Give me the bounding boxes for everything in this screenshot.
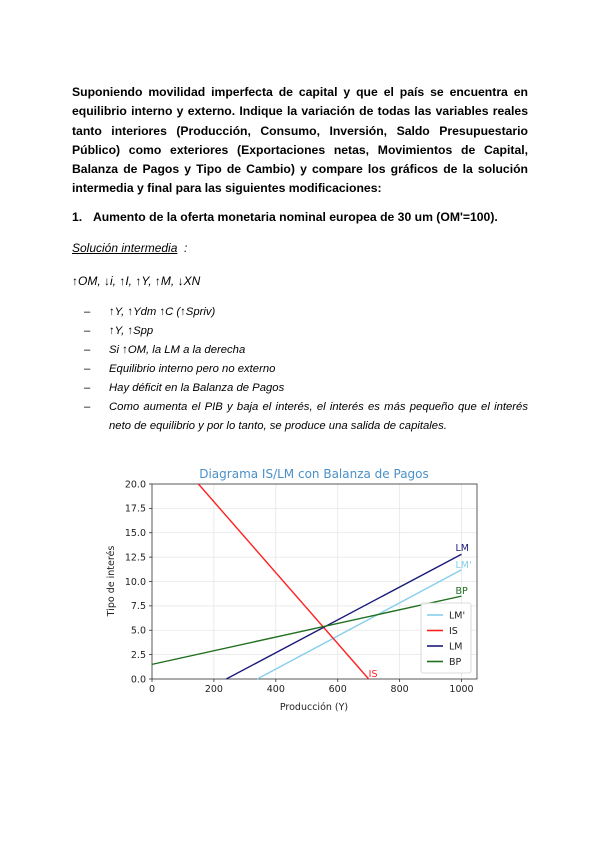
solution-summary: ↑OM, ↓i, ↑I, ↑Y, ↑M, ↓XN bbox=[72, 274, 201, 288]
x-tick-label: 1000 bbox=[449, 684, 474, 695]
x-axis-label: Producción (Y) bbox=[279, 702, 349, 713]
y-axis-label: Tipo de interés bbox=[106, 545, 117, 617]
bullet-text: Hay déficit en la Balanza de Pagos bbox=[109, 382, 285, 394]
list-item bbox=[84, 398, 528, 436]
y-tick-label: 2.5 bbox=[130, 649, 146, 661]
solution-title: Solución intermedia bbox=[72, 241, 178, 255]
y-tick-label: 12.5 bbox=[124, 552, 146, 564]
x-tick-label: 600 bbox=[328, 684, 347, 695]
chart-title: Diagrama IS/LM con Balanza de Pagos bbox=[199, 467, 429, 481]
bullet-text: Si ↑OM, la LM a la derecha bbox=[109, 344, 246, 356]
y-tick-label: 7.5 bbox=[130, 601, 146, 613]
problem-statement: Suponiendo movilidad imperfecta de capital y que el país se encuentra en equilibrio interno y externo. Indique la variación de todas las variables reales tanto interiores (Producción, Consumo, Inversión, Saldo Presupuestario Público) como exteriores (Exportaciones netas, Movimientos de Capital, Balanza de Pagos y Tipo de Cambio) y compare los gráficos de la solución intermedia y final para las siguientes modificaciones: bbox=[72, 85, 528, 196]
list-item bbox=[84, 322, 528, 341]
x-tick-label: 200 bbox=[204, 684, 223, 695]
y-tick-label: 10.0 bbox=[124, 576, 146, 588]
question-text: Aumento de la oferta monetaria nominal europea de 30 um (OM'=100). bbox=[92, 210, 498, 224]
y-tick-label: 5.0 bbox=[130, 625, 146, 637]
question-number: 1. bbox=[72, 210, 83, 224]
bullet-dash: – bbox=[84, 363, 91, 375]
y-tick-label: 15.0 bbox=[124, 528, 146, 540]
x-tick-label: 800 bbox=[390, 684, 409, 695]
bullet-dash: – bbox=[84, 306, 91, 318]
list-item bbox=[84, 379, 528, 398]
list-item bbox=[84, 303, 528, 322]
legend-entry: LM' bbox=[449, 610, 466, 622]
x-tick-label: 0 bbox=[148, 684, 156, 695]
bullet-text: Equilibrio interno pero no externo bbox=[109, 363, 276, 375]
solution-bullet-list bbox=[84, 303, 528, 436]
bullet-dash: – bbox=[84, 382, 91, 394]
islm-chart-svg bbox=[100, 460, 500, 720]
list-item bbox=[84, 360, 528, 379]
bullet-dash: – bbox=[84, 344, 91, 356]
bullet-text: ↑Y, ↑Spp bbox=[109, 325, 154, 337]
question-1 bbox=[72, 210, 528, 224]
y-tick-label: 0.0 bbox=[130, 674, 146, 686]
bullet-text: Como aumenta el PIB y baja el interés, el interés es más pequeño que el interés neto de equilibrio y por lo tanto, se produce una salida de capitales. bbox=[109, 401, 528, 432]
series-end-label: LM bbox=[455, 543, 470, 555]
legend-entry: LM bbox=[449, 641, 463, 653]
chart-legend bbox=[421, 603, 471, 673]
series-end-label: BP bbox=[455, 586, 468, 598]
solution-colon: : bbox=[184, 241, 188, 255]
list-item bbox=[84, 341, 528, 360]
bullet-text: ↑Y, ↑Ydm ↑C (↑Spriv) bbox=[109, 306, 216, 318]
bullet-dash: – bbox=[84, 325, 91, 337]
legend-entry: BP bbox=[449, 656, 462, 668]
series-end-label: LM' bbox=[455, 559, 472, 571]
y-tick-label: 17.5 bbox=[124, 503, 146, 515]
islm-chart bbox=[100, 460, 500, 720]
y-tick-label: 20.0 bbox=[124, 479, 146, 491]
x-tick-label: 400 bbox=[266, 684, 285, 695]
legend-entry: IS bbox=[449, 625, 458, 637]
series-end-label: IS bbox=[368, 669, 378, 680]
bullet-dash: – bbox=[84, 401, 91, 413]
